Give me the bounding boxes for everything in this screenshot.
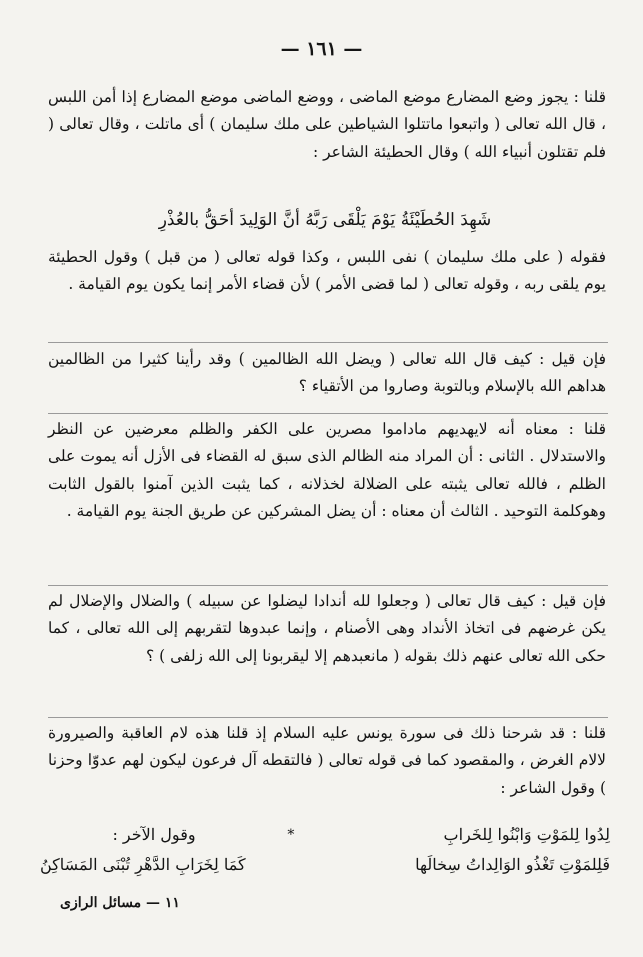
paragraph-2-text: فإن قيل : كيف قال الله تعالى ( ويضل الله الظالمين ) وقد رأينا كثيرا من الظالمين هداهم الله بالإسلام وبالتوبة وصاروا من الأتقياء ؟ (48, 350, 606, 396)
separator-2 (48, 413, 608, 414)
paragraph-4 (48, 588, 606, 670)
paragraph-5 (48, 720, 606, 802)
paragraph-1-text: قلنا : يجوز وضع المضارع موضع الماضى ، ووضع الماضى موضع المضارع إذا أمن اللبس ، قال الله تعالى ( واتبعوا ماتتلوا الشياطين على ملك سليمان ) أى ماتلت ، وقال تعالى ( فلم تقتلون أنبياء الله ) وقال الحطيئة الشاعر : (48, 88, 606, 161)
paragraph-1b-text: فقوله ( على ملك سليمان ) نفى اللبس ، وكذا قوله تعالى ( من قبل ) وقول الحطيئة يوم يلقى ربه ، وقوله تعالى ( لما قضى الأمر ) لأن قضاء الأمر إنما يكون يوم القيامة . (48, 248, 606, 294)
verse-2a: لِدُوا لِلمَوْتِ وَابْنُوا لِلخَرابِ (443, 825, 610, 844)
verse-line-2 (40, 820, 610, 850)
separator-4 (48, 717, 608, 718)
paragraph-1 (48, 84, 606, 166)
page-number: — ١٦١ — (280, 38, 363, 60)
verse-line-3 (40, 850, 610, 880)
paragraph-2 (48, 346, 606, 401)
paragraph-4-text: فإن قيل : كيف قال تعالى ( وجعلوا لله أندادا ليضلوا عن سبيله ) والضلال والإضلال لم يكن غرضهم فى اتخاذ الأنداد وهى الأصنام ، وإنما عبدوها لتقربهم إلى الله تعالى ، كما حكى الله تعالى عنهم ذلك بقوله ( مانعبدهم إلا ليقربونا إلى الله زلفى ) ؟ (48, 592, 606, 665)
paragraph-3-text: قلنا : معناه أنه لايهديهم ماداموا مصرين على الكفر والظلم معرضين عن النظر والاستدلال . الثانى : أن المراد منه الظالم الذى سبق له القضاء فى الأزل أنه يموت على الظلم ، فالله تعالى يثبته على الضلالة لخذلانه ، كما يثبت الذين آمنوا بالقول الثابت وهوكلمة التوحيد . الثالث أن معناه : أن يضل المشركين عن طريق الجنة يوم القيامة . (48, 420, 606, 521)
verse-star: * (287, 827, 295, 843)
paragraph-1b (48, 244, 606, 299)
separator-1 (48, 342, 608, 343)
verse-3a: فَلِلمَوْتِ تَغْذُو الوَالِداتُ سِخالَها (415, 855, 610, 874)
paragraph-5-text: قلنا : قد شرحنا ذلك فى سورة يونس عليه السلام إذ قلنا هذه لام العاقبة والصيرورة لالام الغرض ، والمقصود كما فى قوله تعالى ( فالتقطه آل فرعون ليكون لهم عدوّا وحزنا ) وقول الشاعر : (48, 724, 606, 797)
footer-signature: ١١ — مسائل الرازى (60, 895, 180, 911)
verse-2b: وقول الآخر : (112, 825, 196, 844)
paragraph-3 (48, 416, 606, 526)
separator-3 (48, 585, 608, 586)
verse-3b: كَمَا لِخَرَابِ الدَّهْرِ تُبْنَى المَسَاكِنُ (40, 855, 246, 874)
verse-hutaya (40, 205, 610, 235)
verse-hutaya-text: شَهِدَ الحُطَيْئَةُ يَوْمَ يَلْقَى رَبَّهُ أنَّ الوَلِيدَ أحَقُّ بالعُذْرِ (158, 210, 492, 230)
